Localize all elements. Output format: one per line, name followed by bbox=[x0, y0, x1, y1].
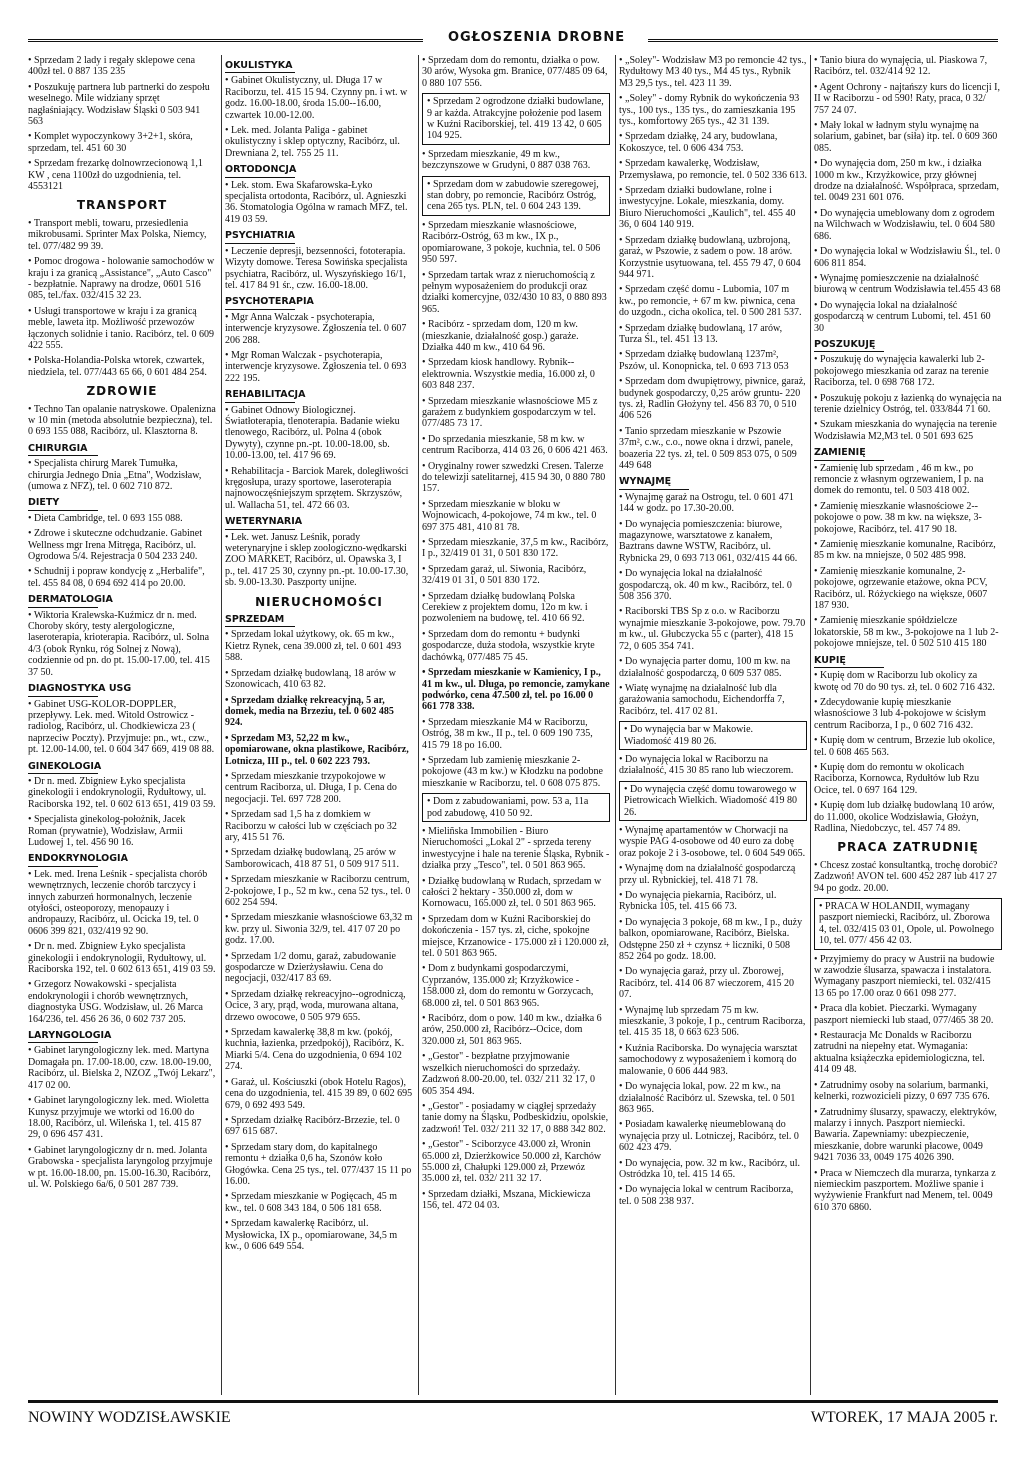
classified-ad: • Sprzedam kawalerkę Racibórz, ul. Mysłowicka, IX p., opomiarowane, 34,5 m kw., 0 606 649 554. bbox=[225, 1218, 398, 1252]
classified-ad: • Do wynajęcia pomieszczenia: biurowe, magazynowe, warsztatowe z kanałem, Baztrans dawne WSTW, Racibórz, ul. Rybnicka 29, 0 693 713 061, 032/415 44 66. bbox=[619, 518, 798, 564]
classified-ad: • Wynajmę dom na działalność gospodarczą przy ul. Rybnickiej, tel. 418 71 78. bbox=[619, 863, 796, 886]
classified-ad: • Sprzedam działkę, 24 ary, budowlana, Kokoszyce, tel. 0 606 434 753. bbox=[619, 131, 778, 154]
classified-ad: • Sprzedam lokal użytkowy, ok. 65 m kw., Kietrz Rynek, cena 39.000 zł, tel. 0 601 493 588. bbox=[225, 629, 402, 664]
classified-ad: • Sprzedam dom w Kuźni Raciborskiej do dokończenia - 157 tys. zł, ciche, spokojne miejsce, Krzanowice - 175.000 zł i 120.000 zł, tel. 0 501 863 965. bbox=[422, 913, 609, 960]
section-heading: ZDROWIE bbox=[86, 384, 158, 399]
classified-ad: • Dom z budynkami gospodarczymi, Cyprzanów, 135.000 zł; Krzyżkowice - 158.000 zł, dom do remontu w Gorzycach, 68.000 zł, tel. 0 501 863 965. bbox=[422, 963, 594, 1009]
classified-ad: • Działkę budowlaną w Rudach, sprzedam w całości 2 hektary - 350.000 zł, dom w Kornowacu, 165.000 zł, tel. 0 501 863 965. bbox=[422, 875, 602, 910]
classified-ad: • „Soley" - domy Rybnik do wykończenia 93 tys., 100 tys., 135 tys., do zamieszkania 195 tys., komfortowy 265 tys., 42 31 139. bbox=[619, 93, 800, 128]
classified-ad: • Sprzedam mieszkanie w bloku w Wojnowicach, 4-pokojowe, 74 m kw., tel. 0 697 375 481, 410 81 78. bbox=[422, 498, 597, 533]
classified-ad: • Garaż, ul. Kościuszki (obok Hotelu Ragos), cena do uzgodnienia, tel. 415 39 89, 0 602 695 679, 0 692 493 549. bbox=[225, 1076, 413, 1111]
classified-ad: • Do wynajęcia część domu towarowego w Pietrowicach Wielkich. Wiadomość 419 80 26. bbox=[619, 781, 807, 821]
issue-date: WTOREK, 17 MAJA 2005 r. bbox=[810, 1409, 998, 1426]
classified-ad: • Sprzedam działkę budowlaną, 17 arów, Turza Śl., tel. 451 13 13. bbox=[619, 322, 783, 345]
classified-ad: • Lek. stom. Ewa Skafarowska-Łyko specjalista ortodonta, Racibórz, ul. Agnieszki 36. Stomatologia Ogólna w ramach MFZ, tel. 419 03 59. bbox=[225, 179, 408, 225]
classified-ad: • Wiktoria Kralewska-Kuźmicz dr n. med. Choroby skóry, testy alergologiczne, laseroterapia, krioterapia. Racibórz, ul. Solna 4/3 (obok Rynku, róg Solnej z Nową), codziennie od pn. do pt. 15.00-17.00, tel. 415 37 50. bbox=[28, 609, 210, 678]
section-heading: TRANSPORT bbox=[76, 198, 168, 213]
category-heading: DIETY bbox=[28, 497, 216, 510]
classified-ad: • Gabinet laryngologiczny lek. med. Martyna Domagała pn. 17.00-18.00, czw. 18.00-19.00, Racibórz, ul. Bielska 2, NZOZ „Twój Lekarz", 417 02 00. bbox=[28, 1045, 216, 1091]
classified-ad: • Wiatę wynajmę na działalność lub dla garażowania samochodu, Eichendorffa 7, Racibórz, tel. 417 02 81. bbox=[619, 682, 785, 717]
classified-ad: • Mieliñska Immobilien - Biuro Nieruchomości „Lokal 2" - sprzeda tereny inwestycyjne i hale na terenie Śląska, Rybnik - działka przy „Tesco", tel. 0 501 863 965. bbox=[422, 825, 610, 872]
classified-ad: • Dr n. med. Zbigniew Łyko specjalista ginekologii i endokrynologii, Rydułtowy, ul. Raciborska 192, tel. 0 602 613 651, 419 03 59. bbox=[28, 775, 216, 810]
classified-ad: • Do sprzedania mieszkanie, 58 m kw. w centrum Raciborza, 414 03 26, 0 606 421 463. bbox=[422, 433, 608, 457]
classified-ad: • Kupię dom lub działkę budowlaną 10 arów, do 11.000, okolice Wodzisławia, Głożyn, Radlina, Niedobczyc, tel. 457 74 89. bbox=[814, 800, 995, 834]
classified-ad: • Racibórz - sprzedam dom, 120 m kw. (mieszkanie, działalność gosp.) garaże. Działka 440 m kw., 410 64 96. bbox=[422, 319, 579, 353]
classified-ad: • Do wynajęcia umeblowany dom z ogrodem na Wilchwach w Wodzisławiu, tel. 0 604 580 686. bbox=[814, 207, 995, 242]
classified-ad: • Sprzedam mieszkanie w Kamienicy, I p., 41 m kw., ul. Długa, po remoncie, zamykane podwórko, cena 47.500 zł, tel. po 16.00 0 661 778 338. bbox=[422, 667, 610, 713]
classified-ad: • Tanio sprzedam mieszkanie w Pszowie 37m², c.w., c.o., nowe okna i drzwi, panele, boazeria 22 tys. zł, tel. 0 509 853 075, 0 509 449 648 bbox=[619, 425, 797, 471]
classified-ad: • Gabinet Okulistyczny, ul. Długa 17 w Raciborzu, tel. 415 15 94. Czynny pn. i wt. w godz. 16.00-18.00, środa 15.00--16.00, czwartek 10.00-12.00. bbox=[225, 75, 408, 121]
classified-ad: • Sprzedam działki budowlane, rolne i inwestycyjne. Lokale, mieszkania, domy. Biuro Nieruchomości „Kaulich", tel. 455 40 36, 0 604 140 919. bbox=[619, 185, 796, 231]
category-heading: PSYCHOTERAPIA bbox=[225, 296, 413, 309]
column-1 bbox=[28, 55, 216, 1395]
column-divider bbox=[810, 55, 811, 1395]
category-heading: ZAMIENIĘ bbox=[814, 447, 1002, 460]
classified-ad: • „Gestor" - Sciborzyce 43.000 zł, Wronin 65.000 zł, Dzierżkowice 50.000 zł, Karchów 55.000 zł, Chałupki 129.000 zł, Przewóz 35.000 zł, tel. 032/ 211 32 17. bbox=[422, 1139, 602, 1185]
classified-ad: • Sprzedam działkę rekreacyjno--ogrodniczą, Ocice, 3 ary, prąd, woda, murowana altana, drzewo owocowe, 0 505 979 655. bbox=[225, 988, 406, 1023]
category-heading: REHABILITACJA bbox=[225, 389, 413, 402]
classified-ad: • Sprzedam działkę budowlaną Polska Cerekiew z projektem domu, 12o m kw. i pozwoleniem na budowę, tel. 410 66 92. bbox=[422, 590, 588, 625]
column-divider bbox=[221, 55, 222, 1395]
classified-ad: • Wynajmę apartamentów w Chorwacji na wyspie PAG 4-osobowe od 40 euro za dobę oraz pokoje 2 i 3-osobowe, tel. 0 604 549 065. bbox=[619, 824, 806, 859]
classified-ad: • Zamienię mieszkanie komunalne, Racibórz, 85 m kw. na mniejsze, 0 502 485 998. bbox=[814, 539, 996, 562]
classified-ad: • Do wynajęcia, pow. 32 m kw., Racibórz, ul. Ostródzka 10, tel. 415 14 65. bbox=[619, 1157, 801, 1180]
classified-ad: • Lek. wet. Janusz Leśnik, porady weterynaryjne i sklep zoologiczno-wędkarski ZOO MARKET, Racibórz, ul. Opawska 3, I p., tel. 417 25 30, czynny pn.-pt. 10.00-17.30, sb. 9.00-13.30. Paszporty unijne. bbox=[225, 531, 409, 589]
classified-ad: • Kupię dom do remontu w okolicach Raciborza, Kornowca, Rydułtów lub Rzu Ocice, tel. 0 697 164 129. bbox=[814, 761, 980, 796]
classified-ad: • Dr n. med. Zbigniew Łyko specjalista ginekologii i endokrynologii, Rydułtowy, ul. Raciborska 192, tel. 0 602 613 651, 419 03 59. bbox=[28, 941, 216, 976]
classified-ad: • Mały lokal w ładnym stylu wynajmę na solarium, gabinet, bar (siła) itp. tel. 0 609 360 085. bbox=[814, 120, 998, 154]
column-2 bbox=[225, 55, 413, 1395]
classified-ad: • Sprzedam M3, 52,22 m kw., opomiarowane, okna plastikowe, Racibórz, Lotnicza, III p., tel. 0 602 223 793. bbox=[225, 732, 409, 767]
classified-ad: • Zdrowe i skuteczne odchudzanie. Gabinet Wellness mgr Irena Mitręga, Racibórz, ul. Ogrodowa 5/4. Rejestracja 0 504 233 240. bbox=[28, 528, 202, 563]
classified-ad: • Sprzedam działki, Mszana, Mickiewicza 156, tel. 472 04 03. bbox=[422, 1188, 591, 1212]
classified-ad: • Do wynajęcia lokal na działalność gospodarczą w centrum Lubomi, tel. 451 60 30 bbox=[814, 299, 991, 334]
classified-ad: • Do wynajęcia lokal, pow. 22 m kw., na działalność Racibórz ul. Szewska, tel. 0 501 863 965. bbox=[619, 1081, 796, 1115]
header-rule-right bbox=[648, 39, 998, 42]
classified-ad: • Mgr Anna Walczak - psychoterapia, interwencje kryzysowe. Zgłoszenia tel. 0 607 206 288. bbox=[225, 311, 407, 346]
classified-ad: • Sprzedam tartak wraz z nieruchomością z pełnym wyposażeniem do produkcji oraz działki komercyjne, 032/430 10 83, 0 880 893 965. bbox=[422, 269, 607, 315]
category-heading: PSYCHIATRIA bbox=[225, 230, 413, 243]
column-5 bbox=[814, 55, 1002, 1395]
classified-ad: • Do wynajęcia lokal w centrum Raciborza, tel. 0 508 238 937. bbox=[619, 1184, 794, 1207]
classified-ad: • Sprzedam lub zamienię mieszkanie 2-pokojowe (43 m kw.) w Kłodzku na podobne mieszkanie w Raciborzu, tel. 0 608 075 875. bbox=[422, 754, 603, 789]
classified-ad: • Zatrudnimy osoby na solarium, barmanki, kelnerki, rozwozicieli pizzy, 0 697 735 676. bbox=[814, 1079, 990, 1103]
classified-ad: • Sprzedam mieszkanie, 49 m kw., bezczynszowe w Grudyni, 0 887 038 763. bbox=[422, 148, 591, 172]
newspaper-name: NOWINY WODZISŁAWSKIE bbox=[28, 1409, 231, 1426]
classified-ad: • Szukam mieszkania do wynajęcia na terenie Wodzisławia M2,M3 tel. 0 501 693 625 bbox=[814, 419, 997, 442]
classified-ad: • Mgr Roman Walczak - psychoterapia, interwencje kryzysowe. Zgłoszenia tel. 0 693 222 195. bbox=[225, 349, 407, 384]
classified-ad: • Sprzedam kiosk handlowy. Rybnik--elektrownia. Wszystkie media, 16.000 zł, 0 603 848 237. bbox=[422, 357, 595, 392]
classified-ad: • Agent Ochrony - najtańszy kurs do licencji I, II w Raciborzu - od 590! Raty, praca, 0 32/ 757 24 07. bbox=[814, 81, 1000, 116]
classified-ad: • Specjalista ginekolog-położnik, Jacek Roman (prywatnie), Wodzisław, Armii Ludowej 1, tel. 456 90 16. bbox=[28, 814, 186, 848]
classified-ad: • „Gestor" - posiadamy w ciągłej sprzedaży tanie domy na Śląsku, Podbeskidziu, opolskie, zadzwoń! Tel. 032/ 211 32 17, 0 888 342 802. bbox=[422, 1100, 609, 1135]
classified-ad: • Kupię dom w centrum, Brzezie lub okolice, tel. 0 608 465 563. bbox=[814, 735, 995, 758]
classified-ad: • Zamienię lub sprzedam , 46 m kw., po remoncie z własnym ogrzewaniem, I p. na domek do remontu, tel. 0 503 418 002. bbox=[814, 462, 984, 497]
category-heading: DIAGNOSTYKA USG bbox=[28, 683, 216, 696]
category-heading: WYNAJMĘ bbox=[619, 476, 807, 489]
classified-ad: • Restauracja Mc Donalds w Raciborzu zatrudni na niepełny etat. Wymagania: aktualna książeczka epidemiologiczna, tel. 414 09 48. bbox=[814, 1030, 985, 1076]
classified-ad: • Polska-Holandia-Polska wtorek, czwartek, niedziela, tel. 077/443 65 66, 0 601 484 254. bbox=[28, 355, 207, 378]
classified-ad: • Sprzedam dom dwupiętrowy, piwnice, garaż, budynek gospodarczy, 0,25 arów gruntu- 220 tys. zł, Radlin Głożyny tel. 456 83 70, 0 510 406 526 bbox=[619, 376, 806, 422]
category-heading: CHIRURGIA bbox=[28, 443, 216, 456]
classified-ad: • Komplet wypoczynkowy 3+2+1, skóra, sprzedam, tel. 451 60 30 bbox=[28, 131, 193, 154]
classified-ad: • Sprzedam mieszkanie, 37,5 m kw., Racibórz, I p., 32/419 01 31, 0 501 830 172. bbox=[422, 537, 609, 560]
classified-ad: • Dom z zabudowaniami, pow. 53 a, 11a pod zabudowę, 410 50 92. bbox=[422, 793, 610, 822]
classified-ad: • Do wynajęcia 3 pokoje, 68 m kw., I p., duży balkon, opomiarowane, Racibórz, Bielska. Odstępne 250 zł + czynsz + liczniki, 0 508 852 264 po godz. 18.00. bbox=[619, 916, 803, 963]
classified-ad: • Sprzedam sad 1,5 ha z domkiem w Raciborzu w całości lub w częściach po 32 ary, 415 51 76. bbox=[225, 809, 397, 843]
classified-ad: • Wynajmę lub sprzedam 75 m kw. mieszkanie, 3 pokoje, I p., centrum Raciborza, tel. 415 35 18, 0 663 623 506. bbox=[619, 1004, 806, 1039]
classified-ad: • Lek. med. Jolanta Paliga - gabinet okulistyczny i sklep optyczny, Racibórz, ul. Drewniana 2, tel. 755 25 11. bbox=[225, 125, 400, 159]
classified-ad: • Do wynajęcia piekarnia, Racibórz, ul. Rybnicka 105, tel. 415 66 73. bbox=[619, 890, 777, 913]
classified-ad: • Lek. med. Irena Leśnik - specjalista chorób wewnętrznych, leczenie chorób tarczycy i innych zaburzeń hormonalnych, leczenie otyłości, osteoporozy, menopauzy i andropauzy, Racibórz, ul. Ocicka 19, tel. 0 0606 399 821, 032/419 92 90. bbox=[28, 868, 208, 937]
classified-ad: • Sprzedam część domu - Lubomia, 107 m kw., po remoncie, + 67 m kw. piwnica, cena do uzgodn., cicha okolica, tel. 0 500 281 537. bbox=[619, 284, 802, 319]
header-rule-left bbox=[28, 39, 423, 42]
classified-ad: • Sprzedam mieszkanie trzypokojowe w centrum Raciborza, ul. Długa, I p. Cena do negocjacji. Tel. 697 728 200. bbox=[225, 770, 397, 805]
classified-ad: • Do wynajęcia bar w Makowie. Wiadomość 419 80 26. bbox=[619, 721, 807, 750]
classified-ad: • Rehabilitacja - Barciok Marek, doległiwości kręgosłupa, urazy sportowe, laseroterapia najnowoczęśniejszym sprzętem. Skrzyszów, ul. Wallacha 51, tel. 472 66 03. bbox=[225, 465, 409, 511]
classified-ad: • Do wynajęcia parter domu, 100 m kw. na działalność gospodarczą, 0 609 537 085. bbox=[619, 656, 791, 679]
category-heading: ORTODONCJA bbox=[225, 164, 413, 177]
classified-ad: • Tanio biura do wynajęcia, ul. Piaskowa 7, Racibórz, tel. 032/414 92 12. bbox=[814, 55, 988, 78]
classifieds-columns bbox=[28, 55, 1002, 1395]
classified-ad: • Do wynajęcia garaż, przy ul. Zborowej, Racibórz, tel. 414 06 87 wieczorem, 415 20 07. bbox=[619, 966, 794, 1001]
classified-ad: • Sprzedam mieszkanie własnościowe 63,32 m kw. przy ul. Siwonia 32/9, tel. 417 07 20 po godz. 17.00. bbox=[225, 912, 413, 947]
classified-ad: • Zatrudnimy ślusarzy, spawaczy, elektryków, malarzy i innych. Paszport niemiecki. Bawaria. Zapewniamy: ubezpieczenie, mieszkanie, dobre warunki płacowe, 0049 9421 7036 33, 0049 175 4026 390. bbox=[814, 1106, 997, 1164]
classified-ad: • Leczenie depresji, bezsenności, fototerapia. Wizyty domowe. Teresa Sowińska specjalista psychiatra, Racibórz, ul. Wyszyńskiego 16/1, tel. 417 84 91 śr., czw. 16.00-18.00. bbox=[225, 245, 408, 291]
classified-ad: • Raciborski TBS Sp z o.o. w Raciborzu wynajmie mieszkanie 3-pokojowe, pow. 79.70 m kw., ul. Głubczycka 55 c (parter), 418 15 72, 0 605 354 741. bbox=[619, 606, 806, 652]
column-divider bbox=[418, 55, 419, 1395]
classified-ad: • Sprzedam działkę budowlaną 1237m², Pszów, ul. Konopnicka, tel. 0 693 713 053 bbox=[619, 349, 789, 372]
section-heading: NIERUCHOMOŚCI bbox=[255, 594, 383, 609]
classified-ad: • Sprzedam działkę rekreacyjną, 5 ar, domek, media na Brzeziu, tel. 0 602 485 924. bbox=[225, 694, 394, 729]
classified-ad: • Wynajmę pomieszczenie na działalność biurową w centrum Wodzisławia tel.455 43 68 bbox=[814, 272, 1001, 296]
classified-ad: • Sprzedam mieszkanie własnościowe, Racibórz-Ostróg, 63 m kw., IX p., opomiarowane, 3 pokoje, kuchnia, tel. 0 506 950 597. bbox=[422, 219, 601, 266]
classified-ad: • Sprzedam kawalerkę 38,8 m kw. (pokój, kuchnia, łazienka, przedpokój), Racibórz, K. Miarki 5/4. Cena do uzgodnienia, 0 694 102 274. bbox=[225, 1027, 405, 1073]
classified-ad: • Techno Tan opalanie natryskowe. Opalenizna w 10 min (metoda absolutnie bezpieczna), tel. 0 693 155 088, Racibórz, ul. Klasztorna 8. bbox=[28, 403, 216, 438]
classified-ad: • Zamienię mieszkanie komunalne, 2-pokojowe, ogrzewanie etażowe, okna PCV, Racibórz, ul. Różyckiego na większe, 0607 187 930. bbox=[814, 565, 988, 612]
classified-ad: • Chcesz zostać konsultantką, trochę dorobić? Zadzwoń! AVON tel. 600 452 287 lub 417 27 94 po godz. 20.00. bbox=[814, 859, 998, 894]
classified-ad: • Do wynajęcia lokal w Wodzisławiu Śl., tel. 0 606 811 854. bbox=[814, 246, 1001, 269]
classified-ad: • Gabinet laryngologiczny lek. med. Wioletta Kunysz przyjmuje we wtorki od 16.00 do 18.00, Racibórz, ul. Wileńska 1, tel. 415 87 29, 0 696 457 431. bbox=[28, 1095, 209, 1141]
classified-ad: • Posiadam kawalerkę nieumeblowaną do wynajęcia przy ul. Lotniczej, Racibórz, tel. 0 602 423 479. bbox=[619, 1119, 799, 1154]
classified-ad: • Grzegorz Nowakowski - specjalista endokrynologii i chorób wewnętrznych, diagnostyka USG. Wodzisław, ul. 26 Marca 164/236, tel. 456 26 36, 0 602 737 205. bbox=[28, 979, 203, 1025]
category-heading: WETERYNARIA bbox=[225, 516, 413, 529]
classified-ad: • Kupię dom w Raciborzu lub okolicy za kwotę od 70 do 90 tys. zł, tel. 0 602 716 432. bbox=[814, 670, 995, 693]
classified-ad: • Sprzedam dom do remontu, działka o pow. 30 arów, Wysoka gm. Branice, 077/485 09 64, 0 880 107 556. bbox=[422, 55, 608, 89]
category-heading: DERMATOLOGIA bbox=[28, 594, 216, 607]
classified-ad: • Poszukuję pokoju z łazienką do wynajęcia na terenie dzielnicy Ostróg, tel. 033/844 71 60. bbox=[814, 392, 1002, 415]
classified-ad: • Zdecydowanie kupię mieszkanie własnościowe 3 lub 4-pokojowe w ścisłym centrum Raciborza, I p., 0 602 716 432. bbox=[814, 696, 986, 731]
classified-ad: • Kuźnia Raciborska. Do wynajęcia warsztat samochodowy z wyposażeniem i komorą do malowanie, 0 606 444 983. bbox=[619, 1042, 798, 1077]
page-header bbox=[28, 30, 998, 48]
classified-ad: • Poszukuję partnera lub partnerki do zespołu weselnego. Mile widziany sprzęt nagłaśniający. Wodzisław Śląski 0 503 941 563 bbox=[28, 81, 210, 128]
section-title: OGŁOSZENIA DROBNE bbox=[448, 30, 626, 45]
classified-ad: • Sprzedam kawalerkę, Wodzisław, Przemysława, po remoncie, tel. 0 502 336 613. bbox=[619, 158, 807, 181]
classified-ad: • Gabinet laryngologiczny dr n. med. Jolanta Grabowska - specjalista laryngolog przyjmuje w pt. 16.00-18.00, pn. 15.00-16.30, Racibórz, ul. W. Polskiego 6a/6, 0 501 287 739. bbox=[28, 1144, 213, 1190]
classified-ad: • Sprzedam frezarkę dolnowrzecionową 1,1 KW , cena 1100zł do uzgodnienia, tel. 4553121 bbox=[28, 158, 203, 193]
classified-ad: • Wynajmę garaż na Ostrogu, tel. 0 601 471 144 w godz. po 17.30-20.00. bbox=[619, 491, 794, 515]
classified-ad: • Sprzedam mieszkanie własnościowe M5 z garażem z budynkiem gospodarczym w tel. 077/485 73 17. bbox=[422, 395, 598, 430]
classified-ad: • Sprzedam mieszkanie M4 w Raciborzu, Ostróg, 38 m kw., II p., tel. 0 609 190 735, 415 79 18 po 16.00. bbox=[422, 716, 593, 751]
classified-ad: • Usługi transportowe w kraju i za granicą meble, laweta itp. Możliwość przewozów łączonych solidnie i tanio. Racibórz, tel. 0 609 422 555. bbox=[28, 305, 215, 351]
classified-ad: • Sprzedam działkę budowlaną, 18 arów w Szonowicach, 410 63 82. bbox=[225, 667, 396, 691]
classified-ad: • Poszukuję do wynajęcia kawalerki lub 2-pokojowego mieszkania od zaraz na terenie Raciborza, tel. 0 698 768 172. bbox=[814, 354, 989, 389]
classified-ad: • Sprzedam garaż, ul. Siwonia, Racibórz, 32/419 01 31, 0 501 830 172. bbox=[422, 563, 587, 587]
classified-ad: • Pomoc drogowa - holowanie samochodów w kraju i za granicą „Assistance", „Auto Casco" - bezpłatnie. Naprawy na drodze, 0601 516 085, tel./fax. 032/415 32 23. bbox=[28, 256, 215, 302]
classified-ad: • Zamienię mieszkanie spółdzielcze lokatorskie, 58 m kw., 3-pokojowe na 1 lub 2-pokojowe mniejsze, tel. 0 502 510 415 180 bbox=[814, 615, 999, 650]
classified-ad: • Praca dla kobiet. Pieczarki. Wymagany paszport niemiecki lub staad, 077/465 38 20. bbox=[814, 1003, 994, 1026]
classified-ad: • Sprzedam dom do remontu + budynki gospodarcze, duża stodoła, wszystkie kryte dachówką, 077/485 75 45. bbox=[422, 628, 595, 663]
classified-ad: • Racibórz, dom o pow. 140 m kw., działka 6 arów, 250.000 zł, Racibórz--Ocice, dom 320.000 zł, 501 863 965. bbox=[422, 1013, 602, 1047]
category-heading: ENDOKRYNOLOGIA bbox=[28, 853, 216, 866]
classified-ad: • Sprzedam dom w zabudowie szeregowej, stan dobry, po remoncie, Racibórz Ostróg, cena 265 tys. PLN, tel. 0 604 243 139. bbox=[422, 176, 610, 216]
classified-ad: • PRACA W HOLANDII, wymagany paszport niemiecki, Racibórz, ul. Zborowa 4, tel. 032/415 03 01, Opole, ul. Powolnego 10, tel. 077/ 456 42 03. bbox=[814, 898, 1002, 950]
classified-ad: • Praca w Niemczech dla murarza, tynkarza z niemieckim paszportem. Możliwe spanie i wyżywienie Frankfurt nad Menem, tel. 0049 610 370 6860. bbox=[814, 1167, 996, 1213]
classified-ad: • Sprzedam działkę budowlaną, 25 arów w Samborowicach, 418 87 51, 0 509 917 511. bbox=[225, 847, 400, 870]
column-divider bbox=[615, 55, 616, 1395]
column-4 bbox=[619, 55, 807, 1395]
classified-ad: • Do wynajęcia dom, 250 m kw., i działka 1000 m kw., Krzyżkowice, przy głównej drodze na działalność. Współpraca, sprzedam, tel. 0049 231 601 076. bbox=[814, 158, 1000, 204]
classified-ad: • Sprzedam działkę budowlaną, uzbrojoną, garaż, w Pszowie, z sadem o pow. 18 arów. Korzystnie usytuowana, tel. 455 79 47, 0 604 944 971. bbox=[619, 234, 801, 280]
classified-ad: • Schudnij i popraw kondycję z „Herbalife", tel. 455 84 08, 0 694 692 414 po 20.00. bbox=[28, 566, 205, 589]
page-footer bbox=[28, 1400, 998, 1433]
section-heading: PRACA ZATRUDNIĘ bbox=[837, 840, 979, 855]
classified-ad: • Sprzedam 2 ogrodzone działki budowlane, 9 ar każda. Atrakcyjne położenie pod lasem w Kuźni Raciborskiej, tel. 419 13 42, 0 605 104 925. bbox=[422, 93, 610, 145]
classified-ad: • Sprzedam 1/2 domu, garaż, zabudowanie gospodarcze w Dzierżysławiu. Cena do negocjacji, 032/417 83 69. bbox=[225, 950, 396, 985]
category-heading: OKULISTYKA bbox=[225, 60, 413, 73]
classified-ad: • Do wynajęcia lokal w Raciborzu na działalność, 415 30 85 rano lub wieczorem. bbox=[619, 753, 794, 777]
classified-ad: • „Soley"- Wodzisław M3 po remoncie 42 tys., Rydułtowy M3 40 tys., M4 45 tys., Rybnik M3 29,5 tys., tel. 423 11 39. bbox=[619, 55, 807, 89]
classified-ad: • Sprzedam mieszkanie w Raciborzu centrum, 2-pokojowe, I p., 52 m kw., cena 52 tys., tel. 0 602 254 594. bbox=[225, 874, 411, 908]
classified-ad: • Zamienię mieszkanie własnościowe 2--pokojowe o pow. 38 m kw. na większe, 3-pokojowe, Racibórz, tel. 417 90 18. bbox=[814, 500, 982, 535]
classified-ad: • Do wynajęcia lokal na działalność gospodarczą, ok. 40 m kw., Racibórz, tel. 0 508 356 370. bbox=[619, 568, 792, 603]
category-heading: GINEKOLOGIA bbox=[28, 761, 216, 774]
category-heading: LARYNGOLOGIA bbox=[28, 1030, 216, 1043]
classified-ad: • Oryginalny rower szwedzki Cresen. Talerze do telewizji satelitarnej, 415 94 30, 0 880 780 157. bbox=[422, 460, 606, 495]
classified-ad: • Gabinet Odnowy Biologicznej. Światłoterapia, tlenoterapia. Badanie wieku tlenowego, Racibórz, ul. Polna 4 (obok Dywyty), czynne pn.-pt. 10.00-18.00, sb. 10.00-13.00, tel. 417 96 69. bbox=[225, 404, 400, 462]
category-heading: SPRZEDAM bbox=[225, 614, 413, 627]
classified-ad: • Sprzedam działkę Racibórz-Brzezie, tel. 0 697 615 687. bbox=[225, 1114, 400, 1138]
classified-ad: • Sprzedam mieszkanie w Pogięcach, 45 m kw., tel. 0 608 343 184, 0 506 181 658. bbox=[225, 1191, 398, 1214]
classified-ad: • Specjalista chirurg Marek Tumułka, chirurgia Jednego Dnia „Etna", Wodzisław, (umowa z NFZ), tel. 0 602 710 872. bbox=[28, 458, 202, 492]
category-heading: KUPIĘ bbox=[814, 655, 1002, 668]
classified-ad: • „Gestor" - bezpłatne przyjmowanie wszelkich nieruchomości do sprzedaży. Zadzwoń 8.00-20.00, tel. 032/ 211 32 17, 0 605 354 494. bbox=[422, 1051, 595, 1097]
classified-ad: • Transport mebli, towaru, przesiedlenia mikrobusami. Sprinter Max Polska, Niemcy, tel. 077/482 99 39. bbox=[28, 217, 207, 252]
classified-ad: • Przyjmiemy do pracy w Austrii na budowie w zawodzie ślusarza, spawacza i instalatora. Wymagany paszport niemiecki, tel. 032/415 13 65 po 17.00 oraz 0 661 098 277. bbox=[814, 953, 995, 999]
category-heading: POSZUKUJĘ bbox=[814, 339, 1002, 352]
classified-ad: • Dieta Cambridge, tel. 0 693 155 088. bbox=[28, 512, 183, 524]
classified-ad: • Gabinet USG-KOLOR-DOPPLER, przepływy. Lek. med. Witold Ostrowicz - radiolog, Racibórz, ul. Chodkiewicza 23 ( naprzeciw Poczty). Przyjmuje: pn., wt., czw., pt. 12.00-14.00, tel. 0 604 347 669, 419 08 88. bbox=[28, 698, 215, 756]
column-3 bbox=[422, 55, 610, 1395]
classified-ad: • Sprzedam 2 lady i regały sklepowe cena 400zł tel. 0 887 135 235 bbox=[28, 55, 196, 78]
classified-ad: • Sprzedam stary dom, do kapitalnego remontu + działka 0,6 ha, Szonów koło Głogówka. Cena 25 tys., tel. 077/437 15 11 po 16.00. bbox=[225, 1141, 412, 1187]
